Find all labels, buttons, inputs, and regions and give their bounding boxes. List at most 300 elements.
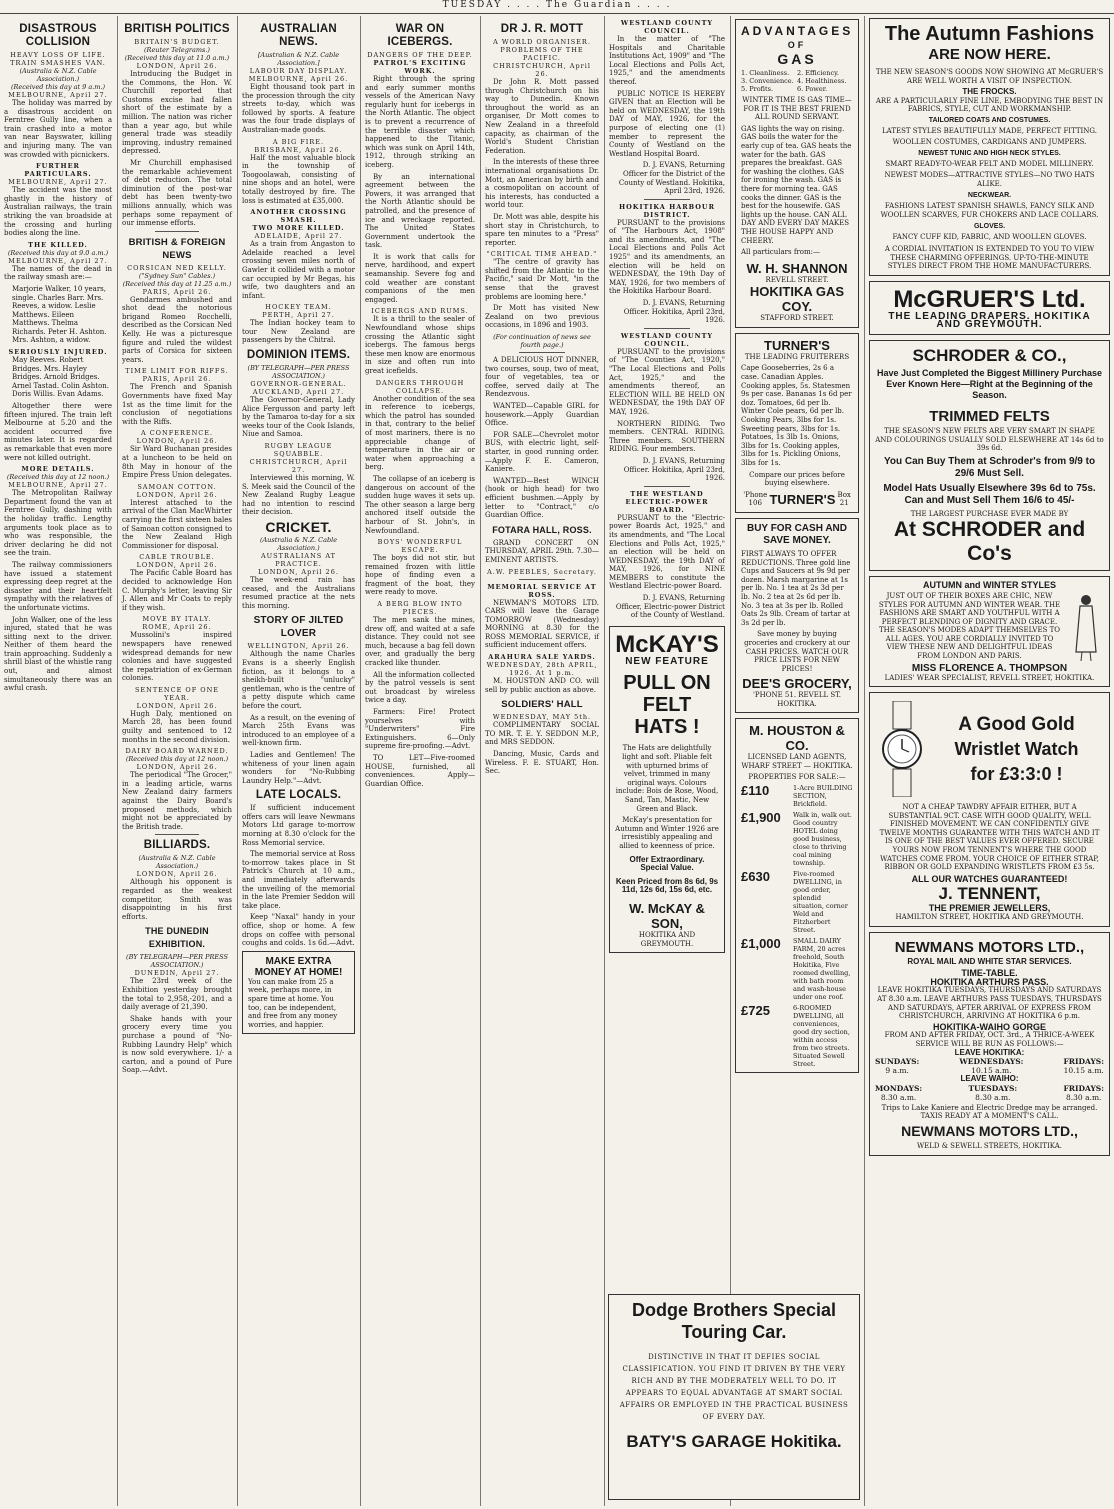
ad-subhead: THE PREMIER JEWELLERS,	[928, 903, 1051, 914]
subheading: TIME LIMIT FOR RIFFS.	[125, 367, 229, 376]
notice-heading: HOKITIKA HARBOUR DISTRICT.	[619, 202, 715, 219]
source: ("Sydney Sun" Cables.)	[138, 271, 216, 280]
paragraph: The Pacific Cable Board has decided to acknowledge Hon C. Murphy's letter, leaving Sir J. Allen and Mr Coats to reply if they wish.	[122, 569, 232, 612]
classified-ad: WANTED—Capable GIRL for housework.—Apply Guardian Office.	[485, 402, 599, 428]
ad-address: WHARF STREET — HOKITIKA.	[741, 762, 853, 771]
subheading: FURTHER PARTICULARS.	[24, 162, 92, 179]
headline: LATE LOCALS.	[255, 789, 342, 802]
property-item	[741, 1004, 853, 1068]
paragraph: The collapse of an iceberg is dangerous on account of the sudden huge waves it sets up. The other season a large berg anchored itself outside the harbour of St. John's, in Newfoundland.	[365, 474, 475, 535]
ad-headline: TRIMMED FELTS	[929, 407, 1050, 425]
headline: DOMINION ITEMS.	[246, 349, 351, 362]
timetable-row	[875, 1084, 1104, 1102]
paragraph: Eight thousand took part in the procession through the city streets to-day, which was followed by sports. A feature was the four trade displays of Australian-made goods.	[242, 83, 355, 134]
property-price: £1,900	[741, 810, 781, 826]
dateline: PERTH, April 27.	[262, 311, 335, 320]
ad-address: STAFFORD STREET.	[760, 314, 834, 323]
source: [Australian & N.Z. Cable Association.]	[257, 51, 340, 67]
dateline: ADELAIDE, April 27.	[254, 232, 343, 241]
route-heading: HOKITIKA-WAIHO GORGE	[933, 1021, 1046, 1032]
subheading: SERIOUSLY INJURED.	[8, 348, 108, 357]
paragraph: Gendarmes ambushed and shot dead the notorious brigand Romeo Rocchelli, described as the Corsican Ned Kelly. He was a picturesque figure and ruled the wildest parts of Corsica for sixteen years.	[122, 295, 232, 364]
concert-notice: GRAND CONCERT ON THURSDAY, APRIL 29th. 7.30—EMINENT ARTISTS.	[485, 538, 599, 564]
ad-offer: Offer Extraordinary. Special Value.	[629, 854, 705, 873]
property-item	[741, 784, 853, 808]
paragraph: The accident was the most ghastly in the history of Australian railways, the train striking the van broadside at the crossing and hurling bodies along the line.	[4, 186, 112, 238]
hall-heading: SOLDIERS' HALL	[501, 699, 583, 711]
ad-body-row	[875, 592, 1104, 662]
masthead: TUESDAY . . . . The Guardian . . . .	[0, 0, 1114, 14]
timetable-time: 8.30 a.m.	[880, 1092, 917, 1102]
column-7	[731, 16, 863, 1506]
advertisement-text: Farmers: Fire! Protect yourselves with "Underwriters" Fire Extinguishers. 6—Only supreme fire-proofing.—Advt.	[365, 708, 475, 751]
timetable-day: TUESDAYS:	[968, 1083, 1018, 1093]
classified-ad: TO LET—Five-roomed HOUSE, furnished, all conveniences. Apply—Guardian Office.	[365, 753, 475, 788]
paragraph: NORTHERN RIDING. Two members. CENTRAL RIDING. Three members. SOUTHERN RIDING. Four members.	[609, 419, 725, 454]
ad-subhead: ALL OUR WATCHES GUARANTEED!	[911, 873, 1068, 884]
property-price: £630	[741, 869, 770, 885]
ad-price: for £3:3:0 !	[970, 763, 1063, 784]
dateline: LONDON, April 26.	[136, 437, 218, 446]
dateline: LONDON, April 26.	[136, 763, 218, 772]
received: (Received this day at 12 noon.)	[125, 755, 229, 764]
ad-subhead: THE FROCKS.	[962, 87, 1017, 97]
ad-headline: ADVANTAGES	[741, 24, 854, 38]
timetable-time: 10.15 a.m.	[1063, 1066, 1104, 1076]
benefit-item: 4. Healthiness.	[797, 77, 847, 85]
subheading: HEAVY LOSS OF LIFE.	[10, 51, 106, 59]
ad-phone: 'Phone 106	[743, 490, 768, 508]
source: (BY TELEGRAPH—PER PRESS ASSOCIATION.)	[126, 953, 228, 970]
name-list: Marjorie Walker, 10 years, single. Charles Barr. Mrs. Reeves, a widow. Leslie Matthews. Eileen Matthews. Thelma Richards. Peter H. Ashton. Mrs. Ashton, a widow.	[12, 284, 107, 345]
ad-mckays	[609, 626, 725, 953]
ad-body: FROM AND AFTER FRIDAY, OCT. 3rd., A THRICE-A-WEEK SERVICE WILL BE RUN AS FOLLOWS:—	[884, 1031, 1095, 1048]
ad-subhead: NEW FEATURE	[625, 655, 709, 667]
ad-headline: GAS	[777, 51, 817, 67]
column-6	[605, 16, 729, 1506]
ad-body: All particulars from:—	[741, 248, 820, 257]
ad-address: REVELL STREET.	[765, 275, 829, 284]
ad-company: J. TENNENT,	[938, 884, 1041, 904]
ad-body: FIRST ALWAYS TO OFFER REDUCTIONS. Three gold line Cups and Saucers at 9s 9d per dozen. Marsh margarine at 1s per lb. No. 1 tea at 2s 3d per lb. No. 2 tea at 2s 6d per lb. No. 3 tea at 3s per lb. Rolled Oats 2s 9lb. Cream of tartar at 3s 2d per lb.	[741, 549, 851, 627]
benefit-item: 3. Convenience.	[741, 77, 794, 85]
timetable-time: 10.15 a.m.	[971, 1066, 1012, 1076]
ad-body: JUST OUT OF THEIR BOXES ARE CHIC, NEW STYLES FOR AUTUMN AND WINTER WEAR. THE FASHIONS ARE SMART AND YOUTHFUL WITH A PERFECT BLENDING OF DIGNITY AND GRACE. THE SEASON'S MODES ADAPT THEMSELVES TO ALL AGES. YOU ARE CORDIALLY INVITED TO VIEW THESE NEW AND DELIGHTFUL IDEAS FROM LONDON AND PARIS.	[878, 591, 1061, 661]
timetable-time: 9 a.m.	[885, 1066, 909, 1076]
subheading: TRAIN SMASHES VAN.	[10, 59, 106, 67]
ad-company: M. HOUSTON & CO.	[749, 723, 845, 754]
paragraph: NEWMAN'S MOTORS LTD. CARS will leave the Garage TOMORROW (Wednesday) MORNING at 8.30 for the ROSS MEMORIAL SERVICE, if sufficient inducement offers.	[485, 598, 599, 650]
ad-address: 'PHONE 51. REVELL ST. HOKITIKA.	[752, 691, 842, 708]
ad-brand: TURNER'S	[764, 337, 830, 353]
timetable-cell	[968, 1084, 1017, 1102]
ad-company: W. H. SHANNON	[746, 260, 848, 276]
timetable-day: MONDAYS:	[875, 1083, 923, 1093]
paragraph: PURSUANT to the "Electric-power Boards Act, 1925," and its amendments, and "The Local Elections and Polls Act, 1925," an election will be held on WEDNESDAY, the 19th DAY of MAY, 1926, for NINE MEMBERS to constitute the Westland Electric-power Board.	[609, 513, 725, 591]
ad-thompson	[869, 576, 1110, 687]
paragraph: The memorial service at Ross to-morrow takes place in St Patrick's Church at 10 a.m., and immediately afterwards the unveiling of the memorial in the late Premier Seddon will take place.	[242, 850, 355, 910]
property-description: 6-ROOMED DWELLING, all conveniences, good dry section, within access from two streets. Situated Sewell Street.	[793, 1004, 850, 1069]
benefit-item: 1. Cleanliness.	[741, 69, 790, 77]
received: (Received this day at 11.25 a.m.)	[122, 279, 232, 288]
property-description: Walk in, walk out. Good country HOTEL doing good business, close to thriving coal mining township.	[793, 811, 852, 868]
ad-brand: McKAY'S	[615, 630, 719, 658]
paragraph: The Metropolitan Railway Department found the van at Ferntree Gully, dashing with the holiday traffic. Lengthy arguments took place as to who was responsible, the driver declaring he did not see the train.	[4, 489, 112, 558]
dateline: AUCKLAND, April 27.	[252, 388, 345, 397]
dateline: MELBOURNE, April 27.	[8, 481, 108, 490]
timetable-time: 8.30 a.m.	[975, 1092, 1011, 1102]
column-5	[481, 16, 603, 1506]
column-4	[361, 16, 479, 1506]
column-1	[0, 16, 116, 1506]
route-heading: HOKITIKA ARTHURS PASS.	[930, 976, 1049, 987]
ad-dodge-brothers	[608, 1294, 860, 1500]
ad-subhead: TIME-TABLE.	[961, 968, 1018, 979]
timetable-heading: LEAVE WAIHO:	[960, 1074, 1019, 1084]
divider	[644, 328, 690, 329]
timetable-day: WEDNESDAYS:	[959, 1057, 1024, 1067]
timetable-row	[875, 1057, 1104, 1075]
paragraph: Mr Churchill emphasised the remarkable achievement of debt reduction. The total diminution of the post-war debt has been twenty-two millions annually, which was perhaps some repayment of our immense efforts.	[122, 158, 232, 228]
ad-headline: Wristlet Watch	[954, 738, 1079, 759]
ad-body: NOT A CHEAP TAWDRY AFFAIR EITHER, BUT A SUBSTANTIAL 9CT. CASE WITH GOOD QUALITY, WELL FINISHED MOVEMENT. WE CAN CONFIDENTLY GIVE TWELVE MONTHS GUARANTEE WITH THIS WATCH AND IT IS ONE OF THE BEST VALUES EVER OFFERED. SECURE YOURS NOW FROM TENNENT'S WHERE THE GOOD WATCHES COME FROM. YOUR CHOICE OF EITHER STRAP, RIBBON OR GOLD EXPANDING WRISTLETS FROM £3 5s.	[879, 803, 1100, 872]
subheading: MORE DETAILS.	[21, 465, 95, 474]
dateline: CHRISTCHURCH, April 27.	[249, 458, 348, 475]
subheading: HOCKEY TEAM.	[265, 303, 332, 312]
paragraph: The periodical "The Grocer," in a leading article, warns New Zealand dairy farmers against the Dairy Board's proposed methods, which might not be appreciated by the British trade.	[122, 771, 232, 831]
ad-footer	[741, 491, 853, 508]
ad-body: Trips to Lake Kaniere and Electric Dredge may be arranged. TAXIS READY AT A MOMENT'S CALL.	[881, 1103, 1098, 1121]
ad-turners	[735, 333, 859, 513]
subheading: AUSTRALIANS AT PRACTICE.	[260, 552, 336, 568]
ad-body: A CORDIAL INVITATION IS EXTENDED TO YOU TO VIEW THESE CHARMING OFFERINGS. UP-TO-THE-MINUTE STYLES DIRECT FROM THE HOME MANUFACTURERS.	[884, 244, 1095, 271]
headline: BRITISH POLITICS	[124, 23, 230, 35]
product-line: NEWEST TUNIC AND HIGH NECK STYLES.	[918, 149, 1061, 157]
headline: WAR ON ICEBERGS.	[387, 23, 453, 48]
headline: BILLIARDS.	[143, 839, 211, 852]
benefit-item: 5. Profits.	[741, 85, 774, 93]
subheading: RUGBY LEAGUE SQUABBLE.	[264, 442, 333, 459]
subheading: LABOUR DAY DISPLAY.	[249, 67, 348, 75]
subheading: SAMOAN COTTON.	[137, 482, 217, 491]
dateline: PARIS, April 26.	[142, 375, 212, 384]
paragraph: John Walker, one of the less injured, stated that he was sitting next to the driver. Neither of them heard the train approaching. Suddenly a shrill blast of the whistle rang out, and almost simultaneously there was an awful crash.	[4, 615, 112, 693]
subheading: PROBLEMS OF THE PACIFIC.	[500, 46, 584, 62]
ad-headline: Dodge Brothers Special Touring Car.	[631, 1300, 837, 1342]
ad-company: At SCHRODER and Co's	[893, 518, 1086, 566]
dateline: CHRISTCHURCH, April 26.	[493, 62, 591, 78]
ad-headline: MAKE EXTRA MONEY AT HOME!	[254, 955, 343, 978]
property-description: SMALL DAIRY FARM, 20 acres freehold, South Hokitika, Five roomed dwelling, with bath room and wash-house under one roof.	[793, 937, 851, 1002]
product-line: TAILORED COATS AND COSTUMES.	[928, 116, 1051, 124]
ad-body: GAS lights the way on rising. GAS boils the water for the early cup of tea. GAS heats the water for the bath. GAS prepares the breakfast. GAS for washing the clothes. GAS for ironing the wash. GAS is there for morning tea. GAS cooks the dinner. GAS is the best for the housewife. GAS lights up the house. CAN ALL DAY AND EVERY DAY MAKES THE HOUSE HAPPY AND CHEERY.	[741, 124, 852, 245]
ad-newmans-motors	[869, 932, 1110, 1156]
ad-subhead: PROPERTIES FOR SALE:—	[748, 772, 846, 781]
paragraph: Interviewed this morning, W. S. Meek said the Council of the New Zealand Rugby League had no intention to rescind their decision.	[242, 474, 355, 517]
source: (BY TELEGRAPH—PER PRESS ASSOCIATION.)	[247, 364, 350, 381]
product-line: GLOVES.	[973, 222, 1006, 230]
paragraph: "The centre of gravity has shifted from the Atlantic to the Pacific," said Dr Mott, "in the sense that the gravest problems are looming here."	[485, 258, 599, 301]
paragraph: The Indian hockey team to tour New Zealand are passengers by the Chitral.	[242, 319, 355, 345]
ad-address: HAMILTON STREET, HOKITIKA AND GREYMOUTH.	[895, 913, 1084, 922]
subheading: PATROL'S EXCITING WORK.	[373, 59, 467, 75]
ad-body: THE SEASON'S NEW FELTS ARE VERY SMART IN SHAPE AND COLOURINGS USUALLY SOLD ELSEWHERE AT 14s 6d to 39s 6d.	[875, 426, 1104, 453]
ad-mcgruers-ltd	[869, 281, 1110, 335]
ad-schroder	[869, 340, 1110, 571]
event-date: WEDNESDAY, MAY 5th.	[492, 713, 592, 722]
paragraph: Right through the spring and early summer months vessels of the American Navy regularly hunt for icebergs in the North Atlantic. The object is to prevent a recurrence of the terrible disaster which happened to the Titanic, which was sunk on April 14th, 1912, through striking an iceberg.	[365, 75, 475, 169]
received: (Received this day at 9.0 a.m.)	[7, 248, 109, 257]
ad-mcgruers	[869, 18, 1110, 276]
paragraph: Sir Ward Buchanan presides at a luncheon to be held on 8th May in honour of the Empire Press Union delegates.	[122, 445, 232, 480]
dateline: ROME, April 26.	[142, 623, 212, 632]
property-description: 1-Acre BUILDING SECTION, Brickfield.	[793, 784, 853, 809]
headline: STORY OF JILTED LOVER	[253, 615, 344, 640]
subheading: A CONFERENCE.	[140, 429, 214, 438]
dateline: WELLINGTON, April 26.	[247, 642, 350, 651]
dateline: MELBOURNE, April 26.	[248, 75, 349, 83]
ad-gas	[735, 19, 859, 328]
ad-headline: A Good Gold	[958, 713, 1075, 735]
received: (Received this day at 9 a.m.)	[10, 83, 106, 91]
headline: BRITISH & FOREIGN NEWS	[128, 236, 226, 261]
paragraph: The French and Spanish Governments have fixed May 1st as the time limit for the conclusion of negotiations with the Riffs.	[122, 383, 232, 426]
ad-body: McKay's presentation for Autumn and Winter 1926 are irresistibly appealing and allied to keenness of price.	[615, 816, 719, 850]
ad-subhead: LICENSED LAND AGENTS,	[747, 753, 847, 762]
property-description: Five-roomed DWELLING, in good order, splendid situation, corner Weld and Fitzherbert Street.	[793, 870, 848, 935]
ad-company: BATY'S GARAGE Hokitika.	[626, 1432, 842, 1451]
ad-body: ARE A PARTICULARLY FINE LINE, EMBODYING THE BEST IN FABRICS, STYLE, CUT AND WORKMANSHIP.	[875, 96, 1104, 114]
signature: D. J. EVANS, Returning Officer for the District of the County of Westland. Hokitika, April 23rd, 1926.	[618, 161, 725, 196]
paragraph: Interest attached to the arrival of the Clan MacWhirter carrying the first sixteen bales of Samoan cotton consigned to the New Zealand High Commissioner for disposal.	[122, 498, 232, 550]
timetable-cell	[1063, 1084, 1104, 1102]
article-disastrous-collision	[4, 23, 112, 693]
ad-tennent-watch	[869, 692, 1110, 927]
ad-company: SCHRODER & CO.,	[912, 345, 1067, 365]
ad-location: HOKITIKA AND GREYMOUTH.	[638, 930, 696, 948]
source: (Australia & N.Z. Cable Association.)	[138, 854, 216, 871]
paragraph: PUBLIC NOTICE IS HEREBY GIVEN that an Election will be held on WEDNESDAY, the 19th DAY of MAY, 1926, for the purpose of electing one (1) member to represent the County of Westland on the Westland Hospital Board.	[609, 89, 725, 158]
paragraph: Dr Mott has visited New Zealand on two previous occasions, in 1896 and 1903.	[485, 304, 599, 330]
paragraph: If sufficient inducement offers cars will leave Newmans Motors Ltd garage to-morrow morning at 8.30 o'clock for the Ross Memorial service.	[242, 804, 355, 847]
ad-company: MISS FLORENCE A. THOMPSON	[911, 662, 1068, 674]
signature: D. J. EVANS, Returning Officer, Electric-power District of the County of Westland.	[615, 594, 725, 620]
paragraph: Hugh Daly, mentioned on March 28, has been found guilty and sentenced to 12 months in the second division.	[122, 709, 232, 744]
product-line: NEWEST MODES—ATTRACTIVE STYLES—NO TWO HATS ALIKE.	[884, 170, 1095, 188]
timetable-time: 8.30 a.m.	[1066, 1092, 1102, 1102]
paragraph: Altogether there were fifteen injured. The train left Melbourne at 5.20 and the accident occurred five minutes later. It is regarded as remarkable that even more were not killed outright.	[4, 402, 112, 462]
divider	[644, 486, 690, 487]
ad-body: THE LARGEST PURCHASE EVER MADE BY	[910, 509, 1069, 518]
ad-address: LADIES' WEAR SPECIALIST, REVELL STREET, HOKITIKA.	[884, 673, 1095, 682]
notice-heading: THE WESTLAND ELECTRIC-POWER BOARD.	[625, 489, 709, 514]
dateline: LONDON, April 26.	[136, 870, 218, 879]
ad-body: Have Just Completed the Biggest Millinery Purchase Ever Known Here—Right at the Beginning of the Season.	[876, 367, 1103, 400]
timetable-day: FRIDAYS:	[1063, 1057, 1104, 1067]
subheading: ANOTHER CROSSING SMASH.	[250, 208, 347, 225]
ad-company: NEWMANS MOTORS LTD.,	[901, 1122, 1078, 1139]
product-line: NECKWEAR.	[967, 191, 1012, 199]
ad-body: Save money by buying groceries and crockery at our CASH PRICES. WATCH OUR PRICE LISTS FOR NEW PRICES!	[744, 630, 850, 673]
dateline: LONDON, April 26.	[258, 568, 339, 576]
ad-company: HOKITIKA GAS COY.	[749, 284, 845, 315]
paragraph: The railway commissioners have issued a statement expressing deep regret at the disaster and their heartfelt sympathy with the relatives of the unfortunate victims.	[4, 560, 112, 612]
ad-body: DISTINCTIVE IN THAT IT DEFIES SOCIAL CLASSIFICATION. YOU FIND IT DRIVEN BY THE VERY RICH AND BY THE MODERATELY WELL TO DO. IT APPEARS TO EQUAL ADVANTAGE AT SMART SOCIAL AFFAIRS OR EMPLOYED IN THE PRACTICAL BUSINESS OF EVERY DAY.	[619, 1353, 849, 1421]
paragraph: The week-end rain has ceased, and the Australians resumed practice at the nets this morning.	[242, 576, 355, 610]
headline: AUSTRALIAN NEWS.	[260, 23, 337, 48]
property-list	[741, 784, 853, 1068]
ad-price: You Can Buy Them at Schroder's from 9/9 to 29/6 Must Sell.	[883, 455, 1096, 479]
continuation-note: (For continuation of news see fourth page.)	[493, 333, 591, 350]
subheading: DANGERS THROUGH COLLAPSE.	[375, 378, 465, 395]
dateline: LONDON, April 26.	[136, 561, 218, 570]
benefit-list	[741, 69, 853, 93]
ad-body: Cape Gooseberries, 2s 6 a case. Canadian Apples. Cooking apples, 5s. Statesmen 9s per case. Bananas 1s 6d per doz. Tomatoes, 6d per lb. Winter Cole pears, 6d per lb. Cooking Pears, 3lbs for 1s. Sweeting pears, 3lbs for 1s. Potatoes, 1s 3lb 1s. Onions, 3lbs for 1s. Cooking apples, 3lbs for 1s. Pickling Onions, 3lbs for 1s.	[741, 364, 852, 467]
product-line: FASHIONS LATEST SPANISH SHAWLS, FANCY SILK AND WOOLLEN SCARVES, FUR CHOKERS AND LACE COLLARS.	[880, 201, 1099, 219]
subheading: SENTENCE OF ONE YEAR.	[134, 685, 220, 702]
paragraph: M. HOUSTON AND CO. will sell by public auction as above.	[485, 677, 599, 694]
ad-subhead: THE LEADING FRUITERERS	[744, 352, 850, 361]
dateline: PARIS, April 26.	[142, 287, 212, 296]
advertisement-text: Keep "Naxal" handy in your office, shop or home. A few drops on coffee with personal coughs and colds. 1s 6d.—Advt.	[242, 913, 355, 948]
timetable-cell	[1063, 1057, 1104, 1075]
divider	[155, 834, 199, 835]
ad-extra-money	[242, 951, 355, 1035]
product-lines	[875, 116, 1104, 242]
ad-company: NEWMANS MOTORS LTD.,	[894, 938, 1085, 956]
property-item	[741, 811, 853, 867]
timetable-cell	[875, 1057, 919, 1075]
classified-ad: WANTED—Best WINCH (hook or high head) for two efficient bushmen.—Apply by letter to "Contract," c/o Guardian Office.	[485, 476, 599, 520]
timetable-day: SUNDAYS:	[875, 1057, 920, 1067]
paragraph: By an international agreement between the Powers, it was arranged that the North Atlantic should be patrolled, and the presence of ice and wreckage reported. The United States Government undertook the task.	[365, 172, 475, 250]
received: (Received this day at 11.0 a.m.)	[124, 54, 230, 62]
dateline: DUNEDIN, April 27.	[134, 969, 220, 978]
ad-headline-block	[929, 714, 1104, 785]
timetable-cell	[959, 1057, 1023, 1075]
secretary: A.W. PEEBLES, Secretary.	[487, 567, 597, 576]
subheading: A BIG FIRE.	[272, 137, 325, 146]
ad-body: You can make from 25 a week, perhaps more, in spare time at home. You too, can be independent, and free from any money worries, and happier.	[248, 977, 338, 1029]
paragraph: Introducing the Budget in the Commons, the Hon. W. Churchill reported that Customs excise had fallen short of the estimate by a million. The nation was richer than a year ago, but while general trade was steadily improving, industry remained depressed.	[122, 70, 232, 156]
subheading: DANGERS OF THE DEEP.	[367, 51, 473, 59]
subheading: GOVERNOR-GENERAL.	[250, 380, 347, 389]
paragraph: Mussolini's inspired newspapers have renewed widespread demands for new colonies and have suggested the repatriation of ex-German colonies.	[122, 631, 232, 683]
subheading: MEMORIAL SERVICE AT ROSS.	[487, 582, 597, 599]
source: (Australia & N.Z. Cable Association.)	[19, 67, 97, 83]
advertisement-text: Ladies and Gentlemen! The whiteness of your linen again wonders for "No-Rubbing Laundry Help."—Advt.	[242, 750, 355, 785]
product-line: SMART READY-TO-WEAR FELT AND MODEL MILLINERY.	[885, 159, 1094, 168]
ad-box: Box 21	[837, 490, 851, 508]
timetable-heading: LEAVE HOKITIKA:	[954, 1047, 1025, 1057]
ad-body: THE NEW SEASON'S GOODS NOW SHOWING AT McGRUER'S ARE WELL WORTH A VISIT OF INSPECTION.	[875, 68, 1104, 85]
paragraph: PURSUANT to the provisions of "The Harbours Act, 1908" and its amendments, and "The Local Elections and Polls Act 1925" and its amendments, an election will be held on WEDNESDAY, the 19th Day of MAY, 1926, for two members of the Hokitika Harbour Board.	[609, 218, 725, 296]
ad-body: LEAVE HOKITIKA TUESDAYS, THURSDAYS AND SATURDAYS AT 8.30 a.m. LEAVE ARTHURS PASS TUESDAYS, THURSDAYS AND SATURDAYS, AFTER ARRIVAL OF EXPRESS FROM CHRISTCHURCH, ARRIVING AT HOKITIKA 6 p.m.	[877, 986, 1102, 1021]
ad-headline: ARE NOW HERE.	[928, 46, 1051, 63]
ad-subhead: ROYAL MAIL AND WHITE STAR SERVICES.	[907, 956, 1072, 966]
paragraph: COMPLIMENTARY SOCIAL TO MR. T. E. Y. SEDDON M.P., and MRS SEDDON.	[485, 721, 599, 747]
ad-headline: OF	[787, 40, 807, 50]
dateline: BRISBANE, April 26.	[254, 145, 343, 154]
paragraph: Although the name Charles Evans is a sheerly English fiction, as it belongs to a sheikh-built "unlucky" gentleman, who is the centre of a petty dispute which came before the court.	[242, 650, 355, 710]
sale-date: WEDNESDAY, 28th APRIL, 1926. At 1 p.m.	[486, 661, 598, 678]
ad-prices: Keen Priced from 8s 6d, 9s 11d, 12s 6d, 15s 6d, etc.	[615, 876, 719, 895]
column-8	[865, 16, 1114, 1506]
ad-headline: AUTUMN and WINTER STYLES	[923, 580, 1056, 591]
ad-headline: PULL ON FELT HATS !	[623, 672, 711, 739]
subheading: DAIRY BOARD WARNED.	[125, 747, 229, 756]
property-item	[741, 870, 853, 934]
paragraph: As a train from Angaston to Adelaide reached a level crossing seven miles north of Gawler it collided with a motor car occupied by Mr Begas, his wife, two daughters and an infant.	[242, 240, 355, 300]
paragraph: The men sank the mines, drew off, and waited at a safe distance. They could not see much, because a bag fell down over, and gradually the berg cracked like thunder.	[365, 616, 475, 668]
divider	[519, 352, 565, 353]
property-price: £1,000	[741, 936, 781, 952]
paragraph: Although his opponent is regarded as the weakest competitor, Smith was disappointing in his first efforts.	[122, 878, 232, 921]
dateline: MELBOURNE, April 27.	[8, 178, 108, 187]
subheading: ICEBERGS AND RUMS.	[371, 307, 469, 316]
subheading: BOYS' WONDERFUL ESCAPE.	[377, 538, 463, 555]
divider	[155, 231, 199, 232]
benefit-item: 2. Efficiency.	[797, 69, 839, 77]
dateline: LONDON, April 26.	[136, 701, 218, 710]
paragraph: All the information collected by the patrol vessels is sent out broadcast by wireless twice a day.	[365, 670, 475, 705]
received: (Received this day at 12 noon.)	[6, 473, 110, 482]
paragraph: PURSUANT to the provisions of "The Counties Act, 1920," "The Local Elections and Polls Act, 1925," and the amendments thereof, an ELECTION WILL BE HELD ON WEDNESDAY, the 19th DAY OF MAY, 1926.	[609, 347, 725, 416]
ad-brand: TURNER'S	[769, 491, 836, 507]
subheading: CABLE TROUBLE.	[139, 553, 215, 562]
divider	[644, 199, 690, 200]
column-2	[118, 16, 236, 1506]
signature: D. J. EVANS, Returning Officer. Hokitika, April 23rd, 1926.	[623, 299, 725, 325]
ad-body: The Hats are delightfully light and soft. Pliable felt with upturned brims of velvet, trimmed in many original ways. Colours include: Bois de Rose, Wood, Sand, Tan, Mastic, New Green and Black.	[615, 744, 719, 813]
paragraph: In the matter of "The Hospitals and Charitable Institutions Act, 1909" and "The Local Elections and Polls Act, 1925," and the amendments thereof.	[609, 35, 725, 86]
ad-subhead: THE LEADING DRAPERS. HOKITIKA AND GREYMOUTH.	[888, 310, 1091, 331]
ad-address: WELD & SEWELL STREETS, HOKITIKA.	[916, 1141, 1063, 1150]
ad-headline: BUY FOR CASH AND SAVE MONEY.	[746, 522, 847, 546]
headline: THE DUNEDIN EXHIBITION.	[145, 926, 209, 950]
timetable-day: FRIDAYS:	[1063, 1083, 1104, 1093]
notice-heading: WESTLAND COUNTY COUNCIL.	[620, 331, 714, 348]
paragraph: It is a thrill to the sealer of Newfoundland whose ships crossing the Atlantic sight icebergs. The famous bergs these men know are enormous in size and often run into great icefields.	[365, 315, 475, 375]
paragraph: In the interests of these three international organisations Dr. Mott, an American by birth and a cosmopolitan on account of his interests, has conducted a world tour.	[485, 158, 600, 210]
wristwatch-icon	[875, 701, 929, 797]
paragraph: Dr. Mott was able, despite his short stay in Christchurch, to spare ten minutes to a "Press" reporter.	[485, 212, 599, 247]
divider	[519, 579, 565, 580]
dateline: LONDON, April 26.	[136, 490, 218, 499]
subheading: CORSICAN NED KELLY.	[127, 263, 227, 272]
dateline: LONDON, April 26.	[136, 62, 218, 70]
paragraph: Dr John R. Mott passed through Christchurch on his way to Dunedin. Known throughout the world as an organiser, Dr Mott comes to New Zealand in a threefold capacity, as chairman of the World's Student Christian Federation.	[485, 78, 599, 155]
paragraph: Dancing, Music, Cards and Wireless. F. E. STUART, Hon. Sec.	[485, 750, 599, 776]
subheading: A WORLD ORGANISER.	[493, 38, 591, 46]
notice-heading: WESTLAND COUNTY COUNCIL.	[620, 19, 714, 35]
ad-headline: The Autumn Fashions	[884, 23, 1095, 45]
subheading: BRITAIN'S BUDGET.	[134, 38, 220, 46]
dateline: MELBOURNE, April 27.	[8, 91, 108, 99]
paragraph: The holiday was marred by a disastrous accident on Ferntree Gully line, when a train crashed into a motor van near Bayswater, killing and injuring many. The van was crowded with picnickers.	[4, 99, 112, 159]
dateline: MELBOURNE, April 27.	[8, 256, 108, 265]
timetable-cell	[875, 1084, 922, 1102]
ad-company: McGRUER'S Ltd.	[893, 285, 1086, 313]
lady-figure-icon	[1068, 592, 1104, 662]
paragraph: The boys did not stir, but remained frozen with little hope of finding even a fragment of the boat, they were ready to move.	[365, 554, 475, 597]
headline: DR J. R. MOTT	[500, 23, 584, 35]
paragraph: Half the most valuable block in the township of Toogoolawah, consisting of nine shops and an hotel, were totally destroyed by fire. The loss is estimated at £35,000.	[242, 153, 355, 205]
paragraph: Another condition of the sea in reference to icebergs, which the patrol has sounded in that, contrary to the belief of most mariners, there is no appreciable change of temperature in the air or water when approaching a berg.	[365, 394, 475, 472]
ad-body: Compare our prices before buying elsewhere.	[749, 470, 845, 488]
property-price: £110	[741, 783, 770, 799]
headline: CRICKET.	[265, 519, 332, 535]
